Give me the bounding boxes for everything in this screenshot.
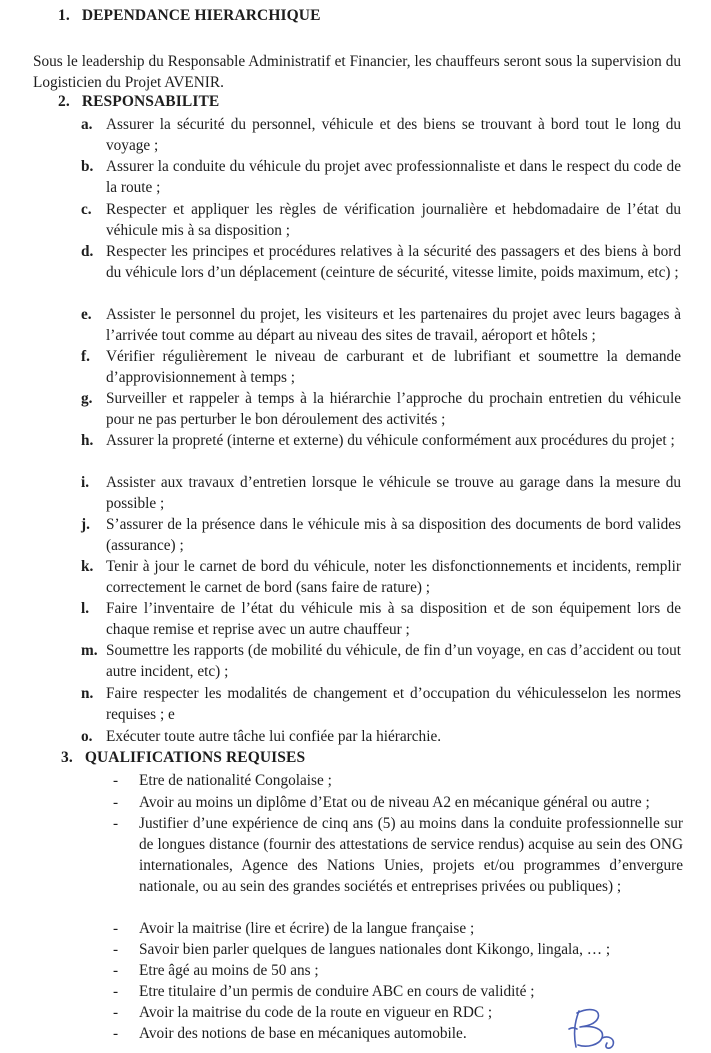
item-label: m. [81,642,98,659]
item-label: o. [81,728,93,745]
responsibility-item [81,726,681,747]
item-text: S’assurer de la présence dans le véhicule mis à sa disposition des documents de bord valides (assurance) ; [106,516,681,554]
item-text: Faire l’inventaire de l’état du véhicule mis à sa disposition et de son équipement lors de chaque remise et reprise avec un autre chauffeur ; [106,600,681,638]
qualification-item [113,981,683,1002]
item-label: i. [81,474,90,491]
item-label: h. [81,432,94,449]
item-label: b. [81,158,94,175]
item-label: k. [81,558,94,575]
item-text: Tenir à jour le carnet de bord du véhicule, noter les disfonctionnements et incidents, remplir correctement le carnet de bord (sans faire de rature) ; [106,558,681,596]
responsibility-item [81,430,681,451]
bullet-dash: - [113,794,119,811]
responsibility-item [81,346,681,388]
section-heading-dependance [58,7,321,25]
qualification-text: Etre de nationalité Congolaise ; [139,772,332,789]
bullet-dash: - [113,1025,119,1042]
qualification-text: Avoir la maitrise du code de la route en vigueur en RDC ; [139,1004,493,1021]
responsibility-item [81,514,681,556]
qualification-text: Avoir au moins un diplôme d’Etat ou de niveau A2 en mécanique général ou autre ; [139,794,650,811]
section-number: 3. [61,749,73,766]
section-number: 1. [58,7,70,24]
item-text: Surveiller et rappeler à temps à la hiérarchie l’approche du prochain entretien du véhicule pour ne pas perturber le bon déroulement des activités ; [106,390,681,428]
qualification-text: Avoir des notions de base en mécaniques automobile. [139,1025,467,1042]
qualification-item [113,960,683,981]
qualification-text: Avoir la maitrise (lire et écrire) de la langue française ; [139,920,475,937]
handwritten-signature [565,1005,627,1051]
section-number: 2. [58,93,70,110]
item-label: e. [81,306,92,323]
responsibility-item [81,388,681,430]
item-text: Respecter les principes et procédures relatives à la sécurité des passagers et des biens à bord du véhicule lors d’un déplacement (ceinture de sécurité, vitesse limite, poids maximum, etc) ; [106,243,681,281]
item-label: j. [81,516,90,533]
qualification-item [113,918,683,939]
bullet-dash: - [113,1004,119,1021]
item-label: f. [81,348,90,365]
section-title: QUALIFICATIONS REQUISES [84,749,306,766]
qualification-item [113,813,683,897]
item-text: Assurer la sécurité du personnel, véhicule et des biens se trouvant à bord tout le long du voyage ; [106,116,681,154]
item-text: Assister le personnel du projet, les visiteurs et les partenaires du projet avec leurs bagages à l’arrivée tout comme au départ au niveau des sites de travail, aéroport et hôtels ; [106,306,681,344]
item-text: Respecter et appliquer les règles de vérification journalière et hebdomadaire de l’état du véhicule mis à sa disposition ; [106,201,681,239]
responsibility-item [81,304,681,346]
responsibility-item [81,598,681,640]
item-label: g. [81,390,93,407]
item-label: n. [81,685,94,702]
item-text: Assurer la conduite du véhicule du projet avec professionnaliste et dans le respect du code de la route ; [106,158,681,196]
dependance-paragraph: Sous le leadership du Responsable Administratif et Financier, les chauffeurs seront sous la supervision du Logisticien du Projet AVENIR. [33,53,681,91]
section-heading-responsabilite [58,93,219,111]
qualification-text: Justifier d’une expérience de cinq ans (5) au moins dans la conduite professionnelle sur de longues distance (fournir des attestations de service rendus) acquise au sein des ONG internationales, Agence des Nations Unies, projets et/ou programmes d’envergure nationale, ou au sein des grandes sociétés et entreprises privées ou publiques) ; [139,815,683,895]
bullet-dash: - [113,983,119,1000]
qualification-item [113,939,683,960]
bullet-dash: - [113,815,119,832]
qualification-item [113,770,683,791]
item-text: Soumettre les rapports (de mobilité du véhicule, de fin d’un voyage, en cas d’accident ou tout autre incident, etc) ; [106,642,681,680]
item-label: a. [81,116,93,133]
qualification-text: Etre titulaire d’un permis de conduire ABC en cours de validité ; [139,983,535,1000]
bullet-dash: - [113,941,119,958]
responsibility-item [81,640,681,682]
item-text: Faire respecter les modalités de changement et d’occupation du véhiculesselon les normes requises ; e [106,685,681,723]
bullet-dash: - [113,920,119,937]
item-text: Assister aux travaux d’entretien lorsque le véhicule se trouve au garage dans la mesure du possible ; [106,474,681,512]
bullet-dash: - [113,962,119,979]
qualification-text: Etre âgé au moins de 50 ans ; [139,962,319,979]
section-title: DEPENDANCE HIERARCHIQUE [81,7,321,24]
responsibility-item [81,199,681,241]
qualification-text: Savoir bien parler quelques de langues nationales dont Kikongo, lingala, … ; [139,941,611,958]
item-text: Exécuter toute autre tâche lui confiée par la hiérarchie. [106,728,442,745]
item-text: Vérifier régulièrement le niveau de carburant et de lubrifiant et soumettre la demande d’approvisionnement à temps ; [106,348,681,386]
item-label: d. [81,243,94,260]
responsibility-item [81,472,681,514]
section-heading-qualifications [61,749,305,767]
responsibility-item [81,241,681,283]
responsibility-item [81,114,681,156]
qualification-item [113,792,683,813]
responsibility-item [81,156,681,198]
section-title: RESPONSABILITE [81,93,220,110]
responsibility-item [81,556,681,598]
item-text: Assurer la propreté (interne et externe) du véhicule conformément aux procédures du projet ; [106,432,675,449]
item-label: l. [81,600,90,617]
item-label: c. [81,201,92,218]
responsibility-item [81,683,681,725]
bullet-dash: - [113,772,119,789]
